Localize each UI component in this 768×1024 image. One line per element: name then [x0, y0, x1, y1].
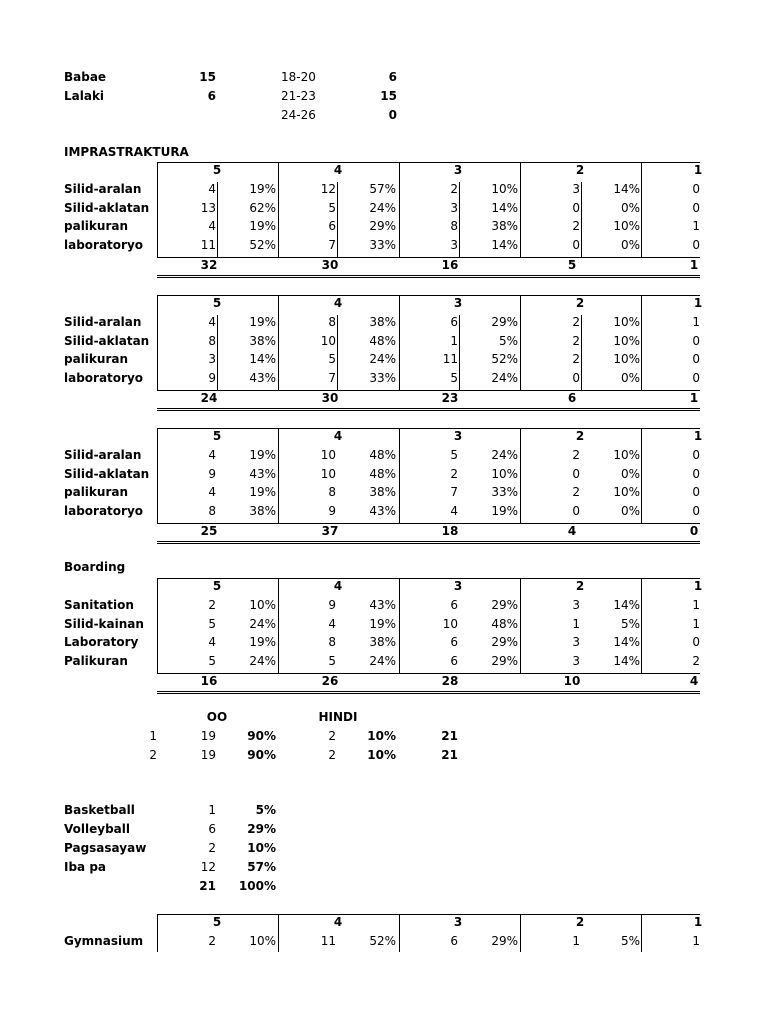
cell-count: 9 [328, 597, 336, 612]
sex-label: Babae [64, 70, 107, 84]
cell-count: 3 [572, 597, 580, 612]
gridline [641, 578, 642, 673]
cell-percent: 43% [369, 504, 396, 519]
cell-count: 2 [450, 181, 458, 196]
rating-header: 3 [453, 163, 463, 177]
gridline [641, 295, 642, 390]
no-percent: 10% [367, 748, 396, 762]
column-total: 0 [689, 524, 699, 538]
cell-count: 1 [692, 934, 700, 948]
cell-percent: 24% [369, 200, 396, 215]
cell-count: 3 [572, 654, 580, 669]
gridline [459, 182, 460, 257]
row-label: Silid-aralan [64, 447, 142, 462]
sex-count: 6 [207, 89, 216, 103]
cell-percent: 48% [491, 616, 518, 631]
gridline [278, 295, 279, 390]
column-total: 16 [200, 674, 218, 688]
gridline [337, 182, 338, 257]
cell-percent: 5% [498, 333, 518, 348]
row-label: palikuran [64, 485, 128, 500]
cell-count: 4 [208, 181, 216, 196]
age-count: 6 [388, 70, 397, 84]
cell-percent: 48% [369, 447, 396, 462]
gridline [278, 162, 279, 257]
cell-percent: 10% [491, 181, 518, 196]
cell-count: 0 [692, 485, 700, 500]
cell-count: 2 [692, 654, 700, 669]
sport-label: Iba pa [64, 860, 107, 874]
cell-count: 6 [450, 654, 458, 669]
sport-total-percent: 100% [238, 879, 276, 893]
sport-percent: 10% [247, 841, 276, 855]
cell-count: 3 [208, 352, 216, 367]
cell-percent: 38% [369, 485, 396, 500]
cell-count: 4 [208, 314, 216, 329]
gridline [157, 275, 700, 276]
cell-percent: 38% [491, 219, 518, 234]
rating-header: 4 [333, 579, 343, 593]
cell-count: 10 [442, 616, 458, 631]
cell-count: 11 [200, 238, 216, 253]
cell-percent: 24% [249, 654, 276, 669]
sport-percent: 29% [247, 822, 276, 836]
cell-percent: 43% [249, 466, 276, 481]
cell-count: 7 [328, 238, 336, 253]
column-total: 30 [321, 258, 339, 272]
age-count: 0 [388, 108, 397, 122]
gridline [399, 578, 400, 673]
cell-percent: 5% [620, 934, 640, 948]
cell-percent: 38% [249, 504, 276, 519]
sport-count: 6 [208, 822, 216, 836]
cell-count: 3 [450, 238, 458, 253]
cell-count: 0 [692, 466, 700, 481]
row-label: Palikuran [64, 654, 128, 669]
cell-count: 9 [208, 466, 216, 481]
cell-percent: 19% [249, 485, 276, 500]
cell-count: 10 [320, 466, 336, 481]
cell-percent: 14% [491, 238, 518, 253]
section-heading: Boarding [64, 560, 126, 574]
cell-percent: 43% [369, 597, 396, 612]
cell-count: 4 [208, 219, 216, 234]
cell-count: 6 [450, 597, 458, 612]
gridline [157, 277, 700, 278]
row-label: Silid-aklatan [64, 333, 150, 348]
gridline [278, 914, 279, 952]
cell-percent: 10% [613, 352, 640, 367]
cell-count: 2 [572, 352, 580, 367]
column-total: 10 [563, 674, 581, 688]
sex-label: Lalaki [64, 89, 105, 103]
column-total: 30 [321, 391, 339, 405]
cell-percent: 14% [613, 654, 640, 669]
column-total: 28 [441, 674, 459, 688]
sport-label: Pagsasayaw [64, 841, 147, 855]
cell-percent: 48% [369, 333, 396, 348]
cell-count: 8 [328, 485, 336, 500]
gridline [399, 914, 400, 952]
cell-count: 0 [572, 371, 580, 386]
rating-header: 2 [575, 915, 585, 929]
cell-count: 4 [450, 504, 458, 519]
gridline [157, 410, 700, 411]
yes-header: OO [206, 710, 228, 724]
gridline [278, 578, 279, 673]
rating-header: 5 [212, 579, 222, 593]
cell-count: 5 [208, 616, 216, 631]
yes-percent: 90% [247, 748, 276, 762]
cell-percent: 29% [369, 219, 396, 234]
cell-percent: 29% [491, 934, 518, 948]
gridline [520, 914, 521, 952]
cell-count: 2 [572, 333, 580, 348]
cell-count: 2 [572, 447, 580, 462]
cell-percent: 0% [620, 504, 640, 519]
gridline [157, 543, 700, 544]
cell-count: 0 [692, 200, 700, 215]
age-range: 24-26 [281, 108, 316, 122]
sport-total-count: 21 [199, 879, 216, 893]
row-total: 21 [441, 729, 458, 743]
column-total: 23 [441, 391, 459, 405]
gridline [581, 315, 582, 390]
row-label: Gymnasium [64, 934, 144, 948]
cell-count: 0 [692, 238, 700, 253]
rating-header: 5 [212, 296, 222, 310]
no-count: 2 [328, 729, 336, 743]
row-label: Silid-aralan [64, 181, 142, 196]
cell-percent: 14% [249, 352, 276, 367]
cell-count: 2 [450, 466, 458, 481]
cell-count: 6 [328, 219, 336, 234]
column-total: 32 [200, 258, 218, 272]
cell-percent: 10% [613, 333, 640, 348]
cell-percent: 24% [249, 616, 276, 631]
rating-header: 3 [453, 915, 463, 929]
cell-count: 12 [320, 181, 336, 196]
cell-percent: 38% [249, 333, 276, 348]
cell-count: 6 [450, 314, 458, 329]
row-label: laboratoryo [64, 238, 144, 253]
gridline [157, 693, 700, 694]
cell-percent: 43% [249, 371, 276, 386]
rating-header: 5 [212, 915, 222, 929]
cell-percent: 33% [491, 485, 518, 500]
cell-count: 0 [692, 333, 700, 348]
cell-percent: 10% [249, 597, 276, 612]
cell-percent: 10% [613, 219, 640, 234]
cell-percent: 38% [369, 314, 396, 329]
question-number: 2 [149, 748, 157, 762]
gridline [520, 162, 521, 257]
cell-percent: 0% [620, 371, 640, 386]
cell-percent: 19% [249, 314, 276, 329]
sport-count: 1 [208, 803, 216, 817]
cell-count: 0 [692, 447, 700, 462]
age-count: 15 [380, 89, 397, 103]
rating-header: 4 [333, 163, 343, 177]
gridline [520, 428, 521, 523]
cell-count: 1 [450, 333, 458, 348]
cell-percent: 19% [249, 181, 276, 196]
rating-header: 4 [333, 429, 343, 443]
age-range: 18-20 [281, 70, 316, 84]
sport-percent: 5% [255, 803, 276, 817]
yes-count: 19 [200, 729, 216, 743]
column-total: 26 [321, 674, 339, 688]
cell-percent: 24% [369, 352, 396, 367]
gridline [157, 408, 700, 409]
sport-count: 12 [200, 860, 216, 874]
rating-header: 4 [333, 915, 343, 929]
cell-percent: 10% [249, 934, 276, 948]
column-total: 24 [200, 391, 218, 405]
gridline [157, 295, 158, 390]
column-total: 16 [441, 258, 459, 272]
gridline [641, 162, 642, 257]
gridline [157, 541, 700, 542]
cell-count: 6 [450, 635, 458, 650]
column-total: 1 [689, 258, 699, 272]
cell-count: 9 [208, 371, 216, 386]
cell-percent: 38% [369, 635, 396, 650]
rating-header: 5 [212, 429, 222, 443]
cell-percent: 14% [613, 635, 640, 650]
cell-percent: 33% [369, 238, 396, 253]
cell-count: 1 [572, 616, 580, 631]
column-total: 4 [689, 674, 699, 688]
cell-percent: 52% [491, 352, 518, 367]
cell-count: 8 [208, 504, 216, 519]
cell-count: 0 [692, 635, 700, 650]
cell-percent: 52% [249, 238, 276, 253]
cell-percent: 14% [613, 181, 640, 196]
column-total: 37 [321, 524, 339, 538]
rating-header: 3 [453, 429, 463, 443]
cell-count: 7 [450, 485, 458, 500]
column-total: 4 [567, 524, 577, 538]
sex-count: 15 [199, 70, 216, 84]
cell-count: 11 [442, 352, 458, 367]
cell-percent: 29% [491, 597, 518, 612]
rating-header: 5 [212, 163, 222, 177]
cell-count: 7 [328, 371, 336, 386]
row-label: palikuran [64, 352, 128, 367]
cell-percent: 52% [369, 934, 396, 948]
cell-percent: 62% [249, 200, 276, 215]
rating-header: 2 [575, 429, 585, 443]
rating-header: 2 [575, 163, 585, 177]
rating-header: 2 [575, 579, 585, 593]
no-header: HINDI [318, 710, 358, 724]
cell-percent: 19% [249, 219, 276, 234]
cell-percent: 0% [620, 238, 640, 253]
rating-header: 3 [453, 579, 463, 593]
row-label: Silid-kainan [64, 616, 144, 631]
column-total: 18 [441, 524, 459, 538]
column-total: 1 [689, 391, 699, 405]
question-number: 1 [149, 729, 157, 743]
row-label: laboratoryo [64, 371, 144, 386]
cell-count: 5 [328, 352, 336, 367]
row-label: Sanitation [64, 597, 134, 612]
cell-count: 3 [572, 635, 580, 650]
cell-percent: 14% [613, 597, 640, 612]
cell-count: 0 [572, 466, 580, 481]
row-total: 21 [441, 748, 458, 762]
gridline [157, 162, 158, 257]
rating-header: 1 [693, 429, 703, 443]
cell-count: 8 [450, 219, 458, 234]
rating-header: 4 [333, 296, 343, 310]
cell-percent: 10% [491, 466, 518, 481]
gridline [581, 182, 582, 257]
cell-percent: 24% [491, 447, 518, 462]
cell-count: 1 [692, 219, 700, 234]
gridline [641, 428, 642, 523]
column-total: 5 [567, 258, 577, 272]
gridline [520, 578, 521, 673]
gridline [520, 295, 521, 390]
cell-percent: 10% [613, 447, 640, 462]
section-heading: IMPRASTRAKTURA [64, 145, 189, 159]
cell-count: 8 [328, 314, 336, 329]
cell-count: 8 [328, 635, 336, 650]
cell-count: 0 [572, 504, 580, 519]
gridline [459, 315, 460, 390]
column-total: 25 [200, 524, 218, 538]
gridline [278, 428, 279, 523]
gridline [217, 315, 218, 390]
cell-count: 5 [328, 654, 336, 669]
cell-count: 1 [692, 597, 700, 612]
sport-count: 2 [208, 841, 216, 855]
gridline [157, 914, 158, 952]
cell-count: 5 [208, 654, 216, 669]
cell-count: 10 [320, 333, 336, 348]
cell-percent: 19% [249, 447, 276, 462]
row-label: palikuran [64, 219, 128, 234]
cell-count: 5 [450, 371, 458, 386]
cell-count: 8 [208, 333, 216, 348]
cell-count: 10 [320, 447, 336, 462]
cell-percent: 57% [369, 181, 396, 196]
cell-count: 4 [208, 635, 216, 650]
gridline [399, 162, 400, 257]
cell-percent: 19% [249, 635, 276, 650]
cell-percent: 48% [369, 466, 396, 481]
cell-percent: 10% [613, 314, 640, 329]
gridline [399, 295, 400, 390]
rating-header: 1 [693, 579, 703, 593]
cell-count: 0 [572, 238, 580, 253]
cell-count: 2 [572, 314, 580, 329]
yes-count: 19 [200, 748, 216, 762]
gridline [157, 578, 158, 673]
cell-percent: 0% [620, 466, 640, 481]
cell-count: 11 [320, 934, 336, 948]
cell-count: 13 [200, 200, 216, 215]
column-total: 6 [567, 391, 577, 405]
gridline [399, 428, 400, 523]
gridline [157, 691, 700, 692]
cell-count: 0 [572, 200, 580, 215]
cell-count: 3 [450, 200, 458, 215]
cell-count: 1 [572, 934, 580, 948]
cell-count: 4 [328, 616, 336, 631]
cell-count: 1 [692, 616, 700, 631]
cell-count: 2 [572, 485, 580, 500]
cell-percent: 19% [369, 616, 396, 631]
cell-count: 5 [328, 200, 336, 215]
rating-header: 1 [693, 915, 703, 929]
cell-count: 9 [328, 504, 336, 519]
cell-percent: 19% [491, 504, 518, 519]
rating-header: 3 [453, 296, 463, 310]
cell-percent: 33% [369, 371, 396, 386]
rating-header: 1 [693, 163, 703, 177]
cell-count: 5 [450, 447, 458, 462]
sport-label: Volleyball [64, 822, 130, 836]
cell-percent: 29% [491, 314, 518, 329]
sport-percent: 57% [247, 860, 276, 874]
row-label: laboratoryo [64, 504, 144, 519]
age-range: 21-23 [281, 89, 316, 103]
no-count: 2 [328, 748, 336, 762]
cell-percent: 10% [613, 485, 640, 500]
rating-header: 1 [693, 296, 703, 310]
cell-percent: 24% [491, 371, 518, 386]
gridline [641, 914, 642, 952]
row-label: Silid-aklatan [64, 466, 150, 481]
gridline [157, 428, 158, 523]
row-label: Silid-aralan [64, 314, 142, 329]
cell-percent: 29% [491, 635, 518, 650]
cell-percent: 29% [491, 654, 518, 669]
cell-count: 0 [692, 371, 700, 386]
no-percent: 10% [367, 729, 396, 743]
cell-count: 3 [572, 181, 580, 196]
cell-count: 0 [692, 181, 700, 196]
yes-percent: 90% [247, 729, 276, 743]
sport-label: Basketball [64, 803, 135, 817]
gridline [337, 315, 338, 390]
cell-count: 4 [208, 447, 216, 462]
row-label: Silid-aklatan [64, 200, 150, 215]
cell-count: 2 [208, 934, 216, 948]
cell-percent: 14% [491, 200, 518, 215]
rating-header: 2 [575, 296, 585, 310]
cell-count: 0 [692, 352, 700, 367]
cell-count: 2 [572, 219, 580, 234]
cell-percent: 5% [620, 616, 640, 631]
cell-percent: 24% [369, 654, 396, 669]
cell-count: 4 [208, 485, 216, 500]
cell-count: 0 [692, 504, 700, 519]
cell-percent: 0% [620, 200, 640, 215]
gridline [217, 182, 218, 257]
cell-count: 2 [208, 597, 216, 612]
cell-count: 6 [450, 934, 458, 948]
row-label: Laboratory [64, 635, 139, 650]
cell-count: 1 [692, 314, 700, 329]
